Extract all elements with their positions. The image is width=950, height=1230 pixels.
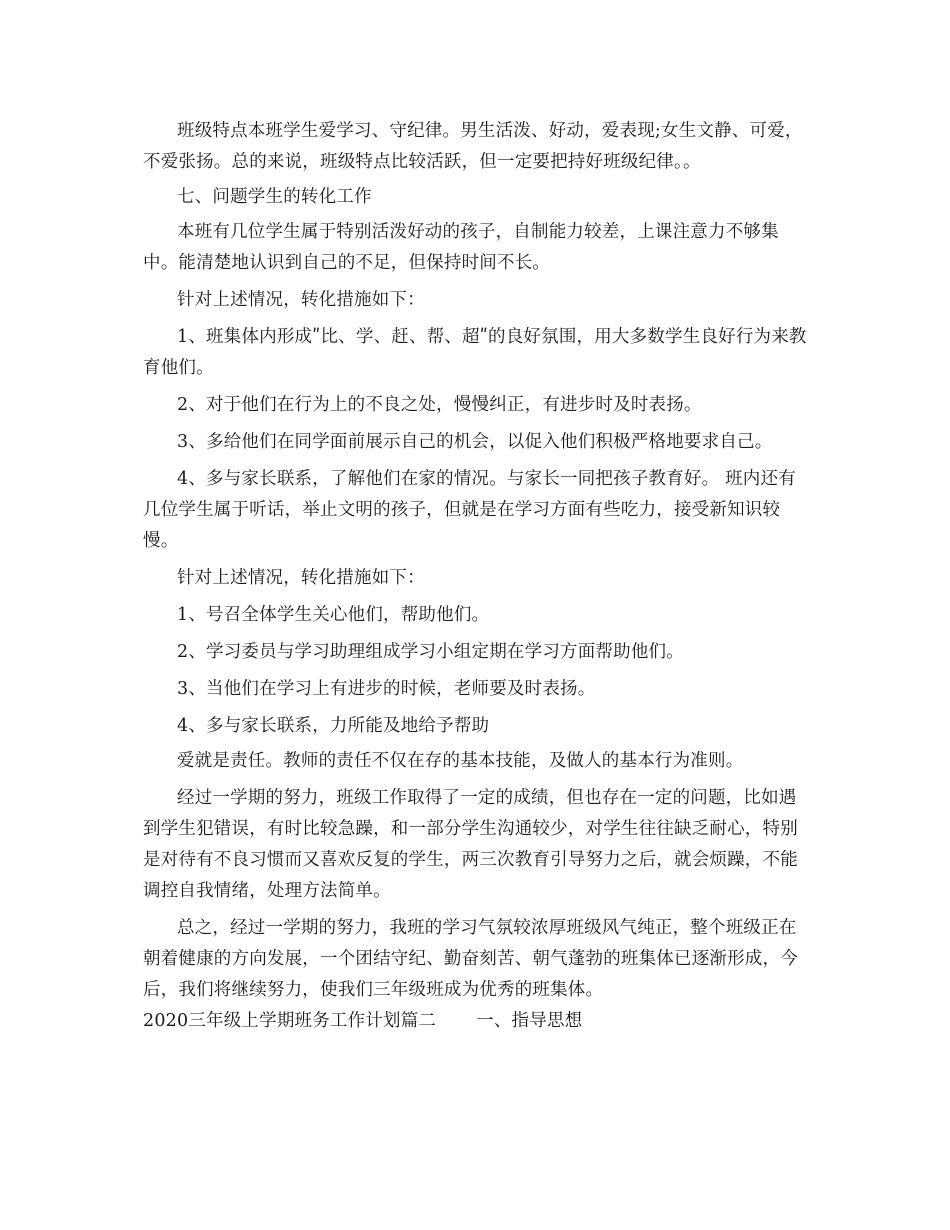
paragraph-measures-intro-1: 针对上述情况，转化措施如下：	[177, 290, 425, 310]
list-item-measure-4: 4、多与家长联系，了解他们在家的情况。与家长一同把孩子教育好。 班内还有几位学生属于听话，举止文明的孩子，但就是在学习方面有些吃力，接受新知识较慢。	[143, 469, 796, 551]
paragraph-active-students: 本班有几位学生属于特别活泼好动的孩子，自制能力较差，上课注意力不够集中。能清楚地认识到自己的不足，但保持时间不长。	[143, 222, 779, 273]
list-item-measure-1: 1、班集体内形成ʺ比、学、赶、帮、超ʺ的良好氛围，用大多数学生良好行为来教育他们。	[143, 327, 807, 378]
section-guiding-ideology: 一、指导思想	[476, 1011, 583, 1031]
list-item-help-3: 3、当他们在学习上有进步的时候，老师要及时表扬。	[177, 679, 596, 699]
list-item-help-2: 2、学习委员与学习助理组成学习小组定期在学习方面帮助他们。	[177, 642, 684, 662]
paragraph-love-responsibility: 爱就是责任。教师的责任不仅在存的基本技能，及做人的基本行为准则。	[177, 751, 744, 771]
list-item-measure-2: 2、对于他们在行为上的不良之处，慢慢纠正，有进步时及时表扬。	[177, 395, 702, 415]
list-item-help-4: 4、多与家长联系，力所能及地给予帮助	[177, 716, 490, 736]
paragraph-class-traits: 班级特点本班学生爱学习、守纪律。男生活泼、好动，爱表现;女生文静、可爱，不爱张扬。总的来说，班级特点比较活跃，但一定要把持好班级纪律。。	[143, 121, 803, 172]
plan-title: 2020三年级上学期班务工作计划篇二	[143, 1011, 437, 1031]
next-section-heading	[143, 1006, 809, 1037]
paragraph-problems-reflection: 经过一学期的努力，班级工作取得了一定的成绩，但也存在一定的问题，比如遇到学生犯错误，有时比较急躁，和一部分学生沟通较少，对学生往往缺乏耐心，特别是对待有不良习惯而又喜欢反复的学生，两三次教育引导努力之后，就会烦躁，不能调控自我情绪，处理方法简单。	[143, 788, 798, 901]
section-heading-problem-students: 七、问题学生的转化工作	[177, 187, 372, 207]
paragraph-measures-intro-2: 针对上述情况，转化措施如下：	[177, 568, 425, 588]
document-body	[143, 116, 809, 1037]
list-item-help-1: 1、号召全体学生关心他们，帮助他们。	[177, 605, 490, 625]
paragraph-summary: 总之，经过一学期的努力，我班的学习气氛较浓厚班级风气纯正，整个班级正在朝着健康的方向发展，一个团结守纪、勤奋刻苦、朝气蓬勃的班集体已逐渐形成，今后，我们将继续努力，使我们三年级班成为优秀的班集体。	[143, 918, 798, 1000]
list-item-measure-3: 3、多给他们在同学面前展示自己的机会，以促入他们积极严格地要求自己。	[177, 432, 773, 452]
